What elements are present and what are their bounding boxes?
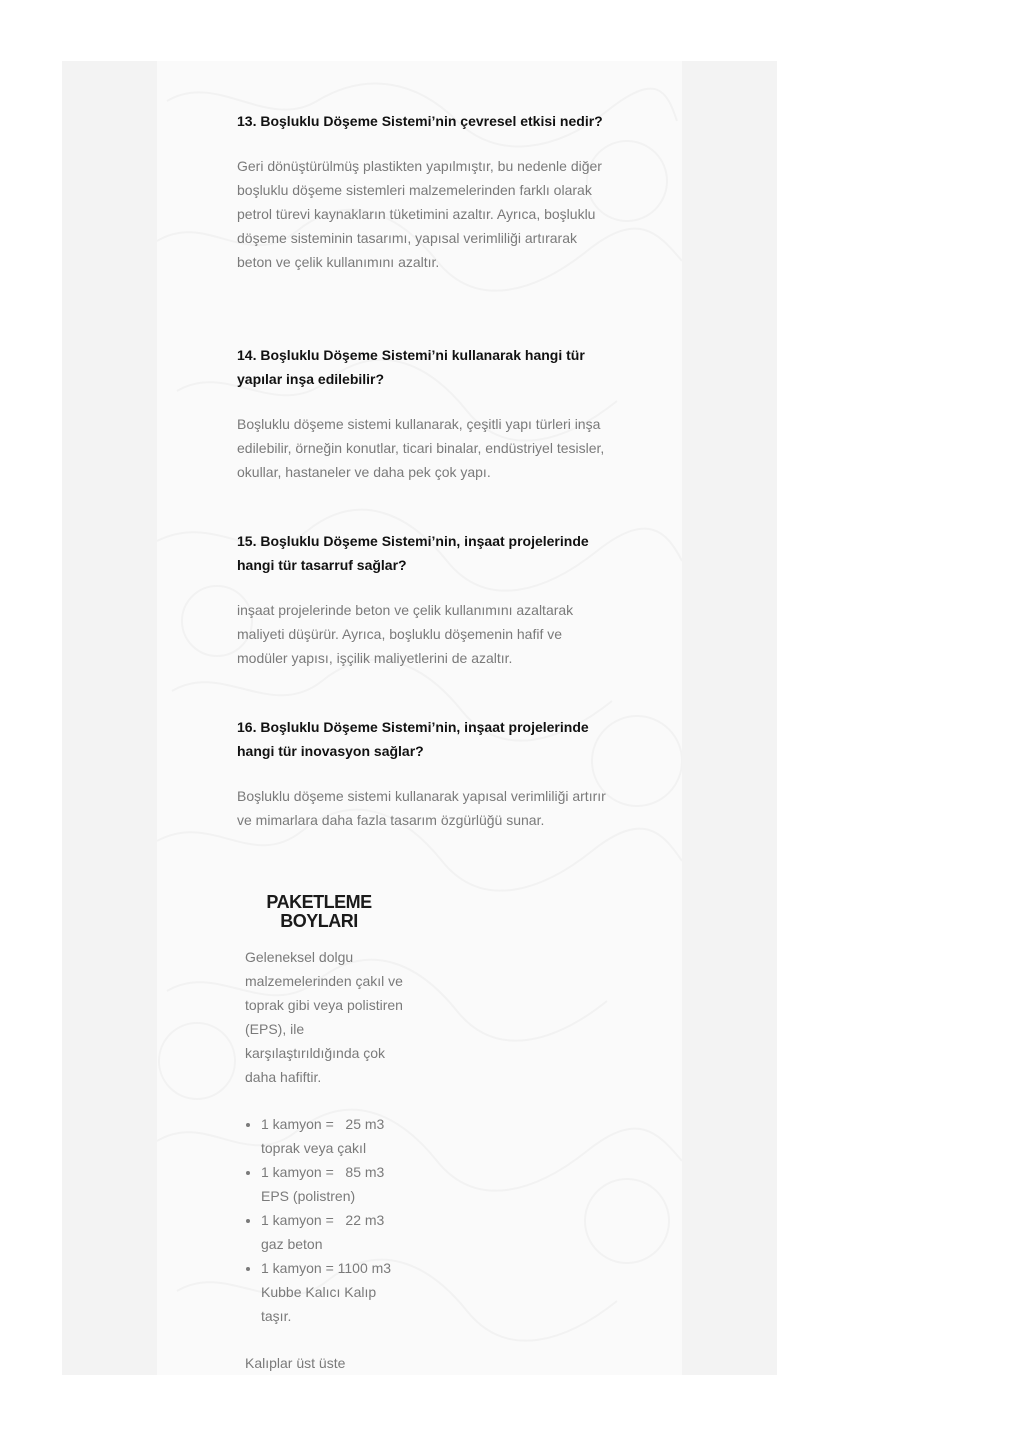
faq-question: 13. Boşluklu Döşeme Sistemi’nin çevresel etkisi nedir? <box>237 113 603 129</box>
faq-item <box>237 715 607 832</box>
packaging-section <box>245 893 420 1375</box>
faq-answer: inşaat projelerinde beton ve çelik kullanımını azaltarak maliyeti düşürür. Ayrıca, boşluklu döşemenin hafif ve modüler yapısı, işçilik maliyetlerini de azaltır. <box>237 602 574 666</box>
list-item: • 1 kamyon = 25 m3 toprak veya çakıl <box>261 1112 401 1160</box>
list-item: • 1 kamyon = 22 m3 gaz beton <box>261 1208 401 1256</box>
packaging-intro: Geleneksel dolgu malzemelerinden çakıl ve toprak gibi veya polistiren (EPS), ile karşılaştırıldığında çok daha hafiftir. <box>245 949 403 1085</box>
faq-answer: Boşluklu döşeme sistemi kullanarak yapısal verimliliği artırır ve mimarlara daha fazla tasarım özgürlüğü sunar. <box>237 788 606 828</box>
list-item: • 1 kamyon = 1100 m3 Kubbe Kalıcı Kalıp taşır. <box>261 1256 401 1328</box>
faq-item <box>237 109 607 274</box>
page-frame <box>62 61 777 1375</box>
faq-question: 15. Boşluklu Döşeme Sistemi’nin, inşaat projelerinde hangi tür tasarruf sağlar? <box>237 533 589 573</box>
faq-item <box>237 529 607 670</box>
packaging-footer: Kalıplar üst üste <box>245 1355 346 1371</box>
faq-item <box>237 343 607 484</box>
faq-question: 14. Boşluklu Döşeme Sistemi’ni kullanarak hangi tür yapılar inşa edilebilir? <box>237 347 585 387</box>
faq-answer: Boşluklu döşeme sistemi kullanarak, çeşitli yapı türleri inşa edilebilir, örneğin konutlar, ticari binalar, endüstriyel tesisler, okullar, hastaneler ve daha pek çok yapı. <box>237 416 605 480</box>
content-panel <box>157 61 682 1375</box>
packaging-list <box>245 1112 401 1328</box>
list-item: • 1 kamyon = 85 m3 EPS (polistren) <box>261 1160 401 1208</box>
faq-answer: Geri dönüştürülmüş plastikten yapılmıştır, bu nedenle diğer boşluklu döşeme sistemleri malzemelerinden farklı olarak petrol türevi kaynakların tüketimini azaltır. Ayrıca, boşluklu döşeme sisteminin tasarımı, yapısal verimliliği artırarak beton ve çelik kullanımını azaltır. <box>237 158 602 270</box>
packaging-title: PAKETLEME BOYLARI <box>266 892 372 931</box>
faq-question: 16. Boşluklu Döşeme Sistemi’nin, inşaat projelerinde hangi tür inovasyon sağlar? <box>237 719 589 759</box>
